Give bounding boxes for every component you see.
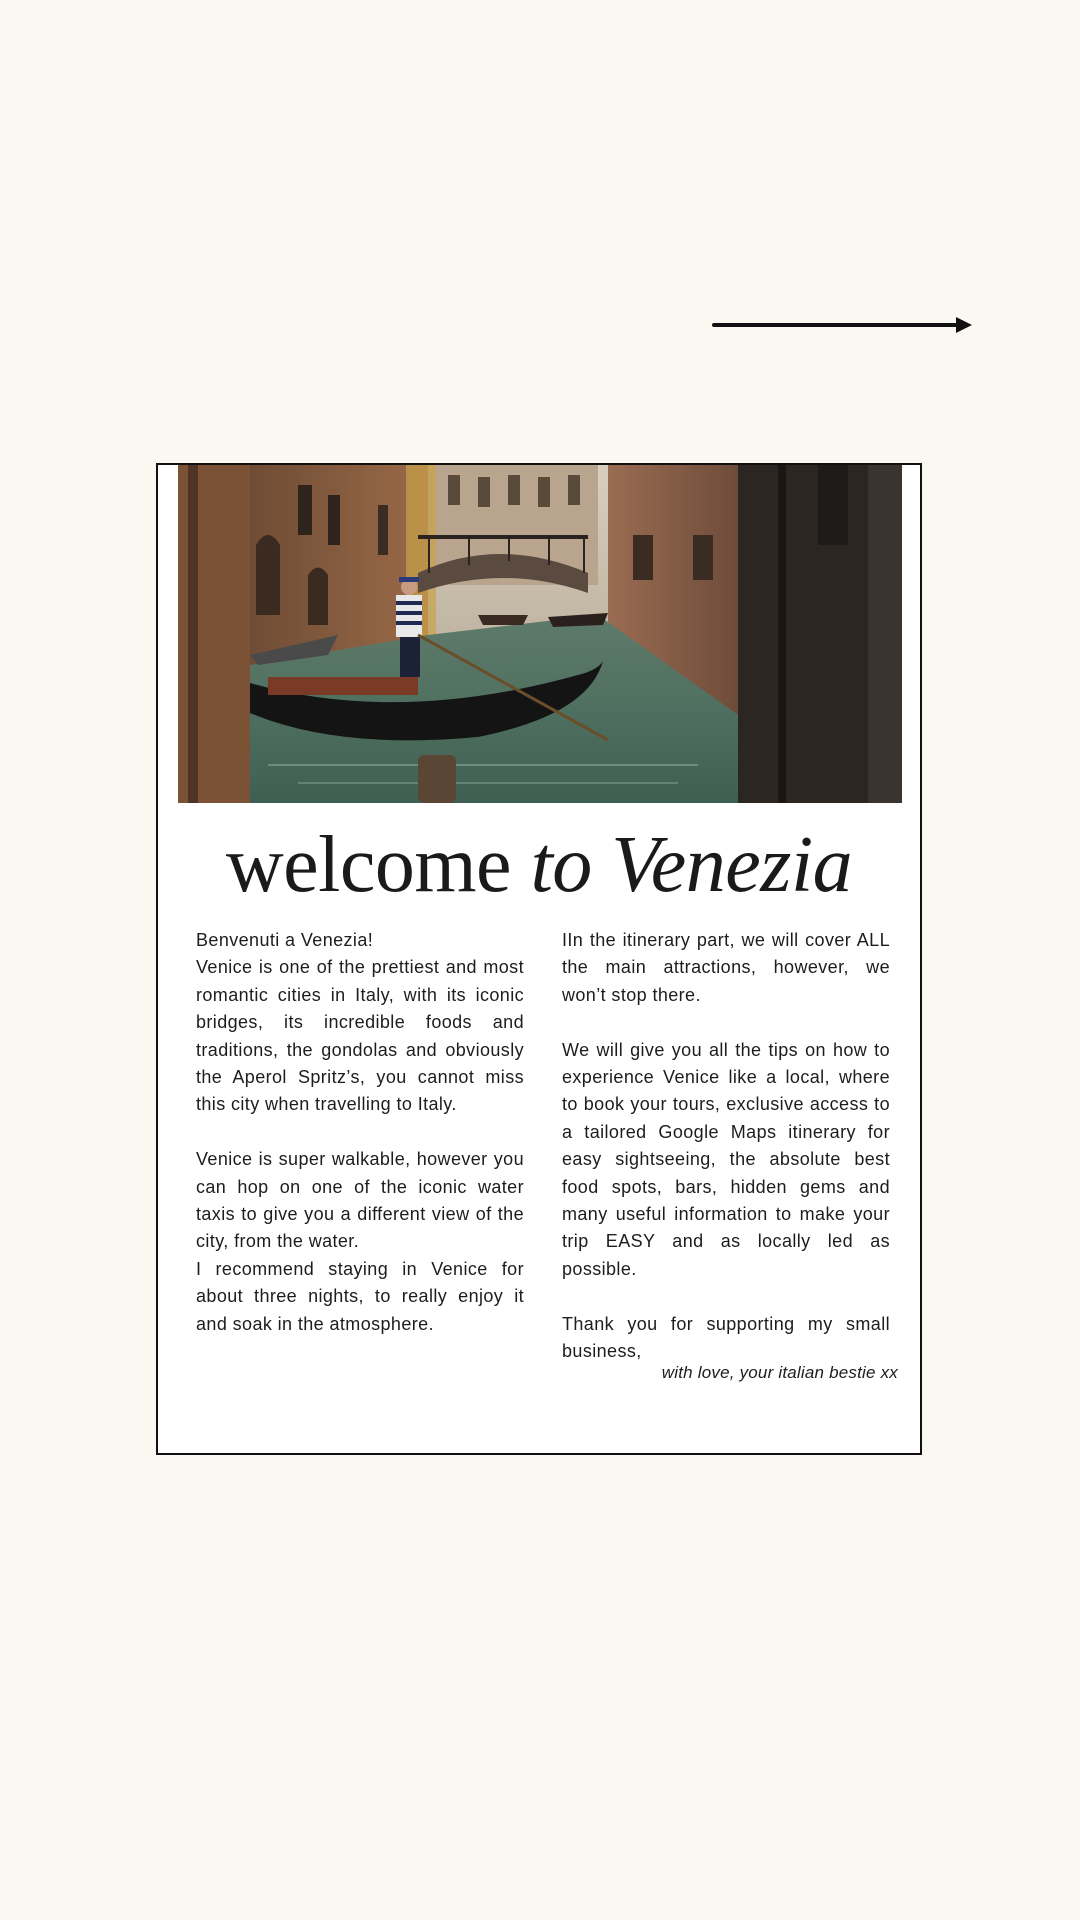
title-regular: welcome: [225, 821, 531, 909]
venice-canal-photo: [178, 465, 902, 803]
greeting-text: Benvenuti a Venezia!: [196, 930, 374, 950]
page-title: [158, 823, 920, 907]
walkable-paragraph: Venice is super walkable, however you can hop on one of the iconic water taxis to give you a different view of the city, from the water.: [196, 1149, 524, 1252]
intro-paragraph: Venice is one of the prettiest and most romantic cities in Italy, with its iconic bridges, its incredible foods and traditions, the gondolas and obviously the Aperol Spritz’s, you cannot miss this city when travelling to Italy.: [196, 957, 524, 1115]
arrow-right-icon[interactable]: [712, 314, 974, 336]
welcome-card: [156, 463, 922, 1455]
signoff-text: with love, your italian bestie xx: [661, 1363, 898, 1382]
title-italic: to Venezia: [530, 821, 853, 909]
itinerary-paragraph: IIn the itinerary part, we will cover ALL the main attractions, however, we won’t stop there.: [562, 930, 890, 1005]
left-column: [196, 927, 524, 1338]
right-column: [562, 927, 890, 1365]
stay-recommendation-paragraph: I recommend staying in Venice for about three nights, to really enjoy it and soak in the atmosphere.: [196, 1258, 524, 1334]
tips-paragraph: We will give you all the tips on how to experience Venice like a local, where to book your tours, exclusive access to a tailored Google Maps itinerary for easy sightseeing, the absolute best food spots, bars, hidden gems and many useful information to make your trip EASY and as locally led as possible.: [562, 1039, 890, 1279]
thanks-paragraph: Thank you for supporting my small business,: [562, 1313, 890, 1362]
